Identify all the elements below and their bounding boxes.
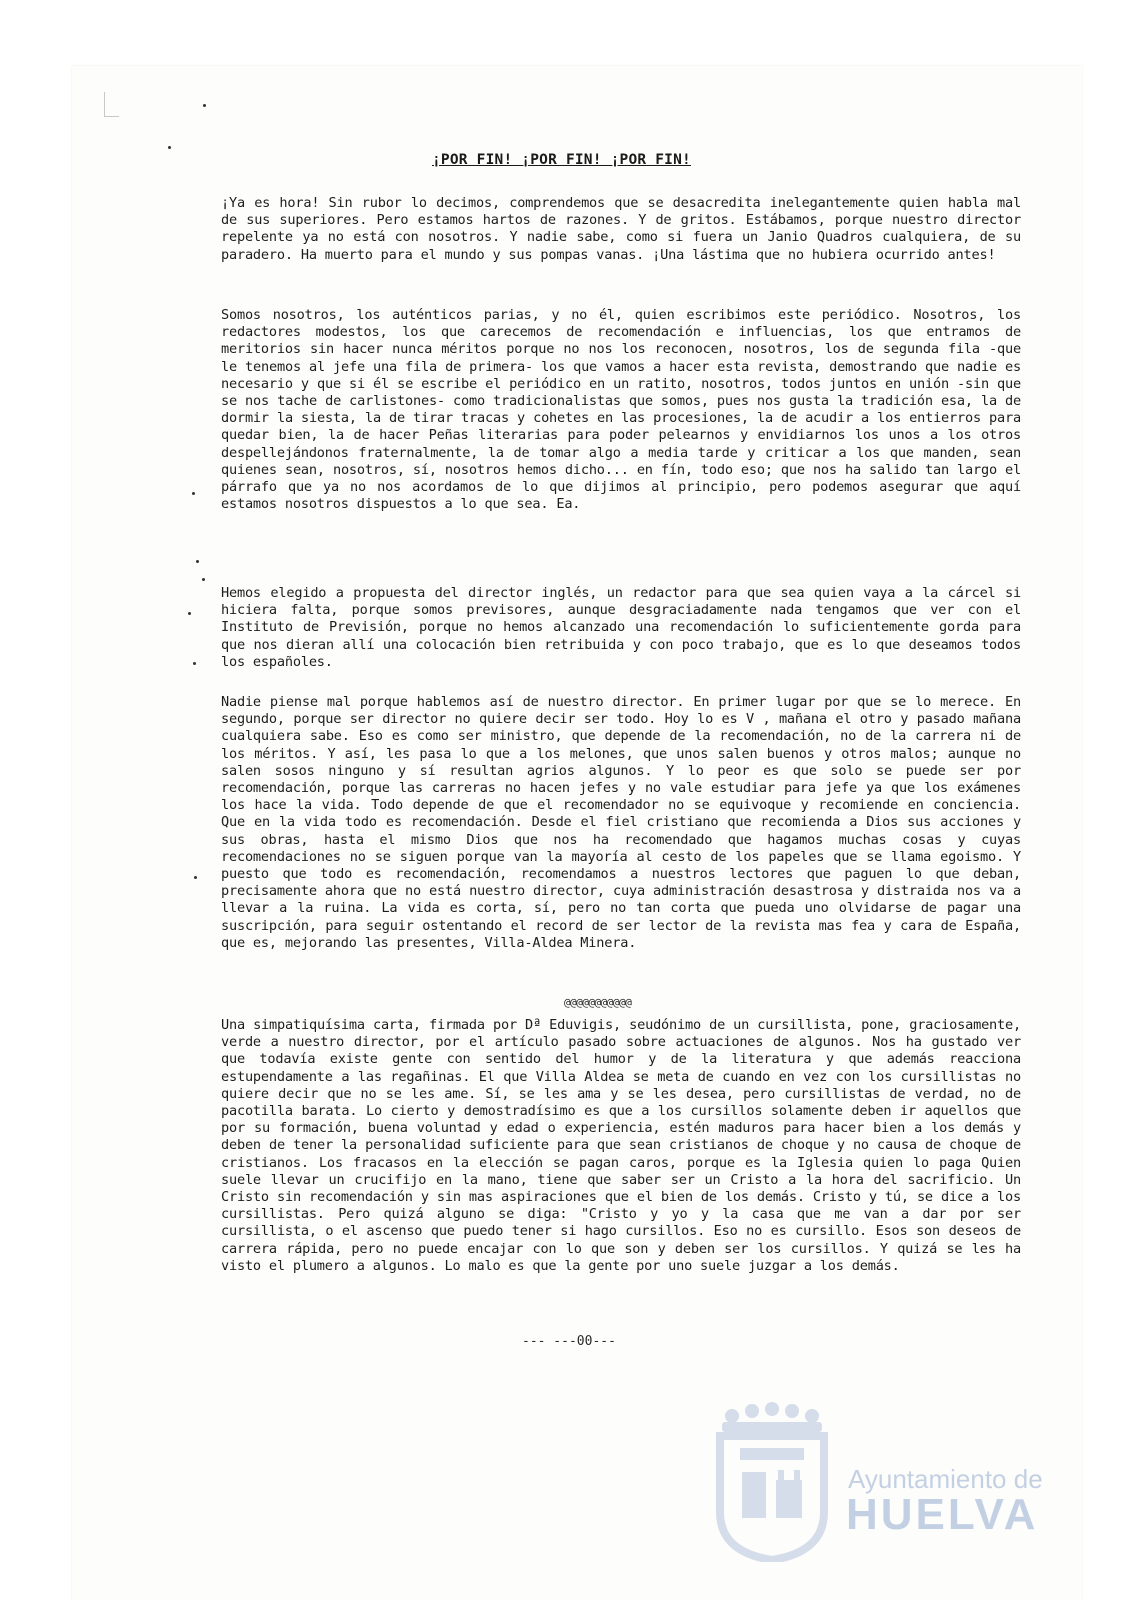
speck — [202, 578, 205, 581]
section-separator: @@@@@@@@@@@ — [564, 996, 632, 1009]
speck — [193, 662, 196, 665]
paragraph-letter: Una simpatiquísima carta, firmada por Dª Eduvigis, seudónimo de un cursillista, pone, graciosamente, verde a nuestro director, por el artículo pasado sobre actuaciones de algunos. Nos ha gustado ver que todavía existe gente con sentido del humor y de la literatura y que además reacciona estupendamente a las regañinas. El que Villa Aldea se meta de cuando en vez con los cursillistas no quiere decir que no se les ame. Sí, se les ama y se les desea, pero cursillistas de verdad, no de pacotilla barata. Lo cierto y demostradísimo es que a los cursillos solamente deben ir aquellos que por su formación, buena voluntad y edad o experiencia, estén maduros para hacer bien a los demás y deben de tener la personalidad suficiente para que sean cristianos de choque y no causa de choque de cristianos. Los fracasos en la elección se pagan caros, porque es la Iglesia quien lo paga Quien suele llevar un crucifijo en la mano, tiene que saber ser un Cristo a la hora del sacrificio. Un Cristo sin recomendación y sin mas aspiraciones que el bien de los demás. Cristo y tú, se dice a los cursillistas. Pero quizá alguno se diga: "Cristo y yo y la casa que me van a dar por ser cursillista, o el ascenso que puedo tener si hago cursillos. Eso no es cursillo. Esos son deseos de carrera rápida, pero no puede encajar con lo que son y deben ser los cursillos. Y quizá se les ha visto el plumero a algunos. Lo malo es que la gente por uno suele juzgar a los demás. — [221, 1017, 1021, 1274]
paragraph-intro: ¡Ya es hora! Sin rubor lo decimos, comprendemos que se desacredita inelegantemente quien habla mal de sus superiores. Pero estamos hartos de razones. Y de gritos. Estábamos, porque nuestro director repelente ya no está con nosotros. Y nadie sabe, como si fuera un Janio Quadros cualquiera, de su paradero. Ha muerto para el mundo y sus pompas vanas. ¡Una lástima que no hubiera ocurrido antes! — [221, 195, 1021, 263]
speck — [188, 612, 191, 615]
end-mark: --- ---00--- — [522, 1334, 616, 1349]
paragraph-editor-choice: Hemos elegido a propuesta del director inglés, un redactor para que sea quien vaya a la cárcel si hiciera falta, porque somos previsores, aunque desgraciadamente nada tengamos que ver con el Instituto de Previsión, porque no hemos alcanzado una recomendación lo suficientemente gorda para que nos dieran allí una colocación bien retribuida y con poco trabajo, que es lo que deseamos todos los españoles. — [221, 585, 1021, 670]
page-title: ¡POR FIN! ¡POR FIN! ¡POR FIN! — [432, 152, 691, 168]
corner-mark — [104, 92, 119, 117]
paragraph-editors: Somos nosotros, los auténticos parias, y no él, quien escribimos este periódico. Nosotros, los redactores modestos, los que carecemos de recomendación e influencias, los que entramos de meritorios sin hacer nunca méritos porque no nos los reconocen, nosotros, los de segunda fila -que le tenemos al jefe una fila de primera- los que vamos a hacer esta revista, demostrando que nadie es necesario y que si él se escribe el periódico en un ratito, nosotros, todos juntos en unión -sin que se nos tache de carlistones- como tradicionalistas que somos, pues nos gusta la tradición esa, la de dormir la siesta, la de tirar tracas y cohetes en las procesiones, la de acudir a los entierros para quedar bien, la de hacer Peñas literarias para poder pelearnos y envidiarnos los unos a los otros despellejándonos fraternalmente, la de tomar algo a media tarde y criticar a los que manden, sean quienes sean, nosotros, sí, nosotros hemos dicho... en fín, todo eso; que nos ha salido tan largo el párrafo que ya no nos acordamos de lo que dijimos al principio, pero podemos asegurar que aquí estamos nosotros dispuestos a lo que sea. Ea. — [221, 307, 1021, 513]
speck — [168, 146, 171, 149]
watermark-line1: Ayuntamiento de — [848, 1464, 1043, 1494]
speck — [192, 492, 195, 495]
paragraph-recommendation: Nadie piense mal porque hablemos así de nuestro director. En primer lugar por que se lo merece. En segundo, porque ser director no quiere decir ser todo. Hoy lo es V , mañana el otro y pasado mañana cualquiera sabe. Eso es como ser ministro, que depende de la recomendación, no de la carrera ni de los méritos. Y así, les pasa lo que a los melones, que unos salen buenos y otros malos; aunque no salen sosos ninguno y sí resultan agrios algunos. Y lo peor es que solo se puede ser por recomendación, porque las carreras no hacen jefes y no vale estudiar para jefe ya que los exámenes los hace la vida. Todo depende de que el recomendador no se equivoque y recomiende en conciencia. Que en la vida todo es recomendación. Desde el fiel cristiano que recomienda a Dios sus acciones y sus obras, hasta el mismo Dios que nos ha recomendado que hagamos muchas cosas y cuyas recomendaciones no se siguen porque van la mayoría al cesto de los papeles que se llama egoismo. Y puesto que todo es recomendación, recomendamos a nuestros lectores que paguen lo que deban, precisamente ahora que no está nuestro director, cuya administración desastrosa y distraida nos va a llevar a la ruina. La vida es corta, sí, pero no tan corta que pueda uno olvidarse de pagar una suscripción, para seguir ostentando el record de ser lector de la revista mas fea y cara de España, que es, mejorando las presentes, Villa-Aldea Minera. — [221, 694, 1021, 951]
speck — [203, 104, 206, 107]
huelva-shield-logo — [712, 1402, 832, 1562]
speck — [194, 876, 197, 879]
watermark-line2: HUELVA — [846, 1490, 1039, 1539]
speck — [196, 560, 199, 563]
